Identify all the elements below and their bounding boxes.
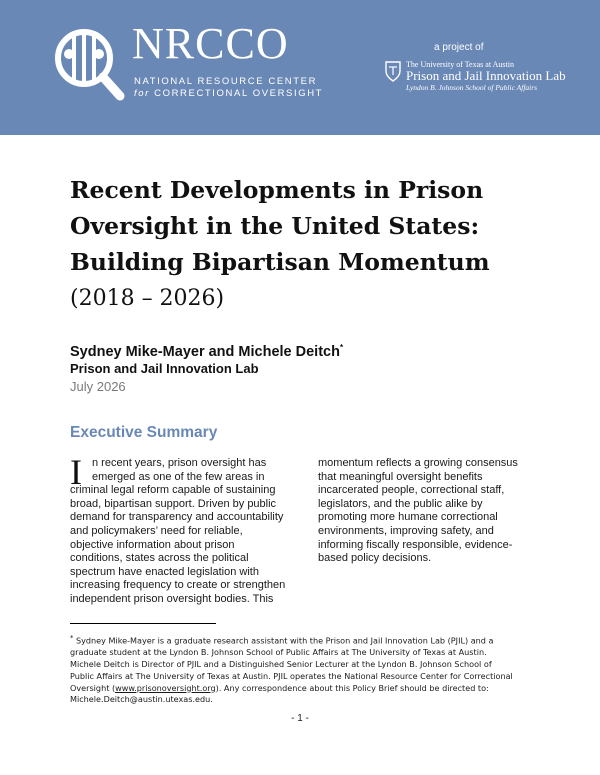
text-line: increasing frequency to create or strengthen <box>70 579 286 592</box>
author-footnote-mark: * <box>339 343 344 352</box>
text-line: spectrum have enacted legislation with <box>70 565 259 578</box>
text-line: legislators, and the public alike by <box>318 497 483 510</box>
drop-cap: I <box>70 452 82 492</box>
authors <box>70 343 343 360</box>
organization: Prison and Jail Innovation Lab <box>70 361 259 376</box>
footnote-line1: Sydney Mike-Mayer is a graduate research assistant with the Prison and Jail Innovation Lab (PJIL) and a <box>75 635 494 646</box>
website-link[interactable]: www.prisonoversight.org <box>115 682 216 693</box>
footnote <box>70 633 540 706</box>
org-name-for: for <box>134 88 150 99</box>
footnote-divider <box>70 623 216 624</box>
section-heading: Executive Summary <box>70 424 218 441</box>
footnote-line5-after: ). Any correspondence about this Policy Brief should be directed to: <box>215 682 489 693</box>
summary-column-right <box>318 457 540 566</box>
text-line: independent prison oversight bodies. This <box>70 592 274 605</box>
title-line: Building Bipartisan Momentum <box>70 248 490 276</box>
title-line: Recent Developments in Prison <box>70 176 484 204</box>
text-line: emerged as one of the few areas in <box>92 470 265 483</box>
text-line: momentum reflects a growing consensus <box>318 457 518 469</box>
footnote-line: Michele Deitch is Director of PJIL and a Distinguished Senior Lecturer at the Lyndon B. Johnson School of <box>70 659 492 670</box>
footnote-line <box>70 683 540 695</box>
text-line: demand for transparency and accountability <box>70 511 284 524</box>
footnote-line: Public Affairs at The University of Texas at Austin. PJIL operates the National Resource Center for Correctional <box>70 670 513 681</box>
title-line: Oversight in the United States: <box>70 212 480 240</box>
text-line: broad, bipartisan support. Driven by public <box>70 497 277 510</box>
ut-shield-icon <box>384 60 402 82</box>
text-line: informing fiscally responsible, evidence- <box>318 538 513 551</box>
footnote-line: graduate student at the Lyndon B. Johnson School of Public Affairs at The University of Texas at Austin. <box>70 647 487 658</box>
text-line: conditions, states across the political <box>70 552 249 565</box>
org-abbrev: NRCCO <box>132 19 289 68</box>
project-of-label: a project of <box>434 42 484 53</box>
text-line: and policymakers’ need for reliable, <box>70 524 243 537</box>
text-line: incarcerated people, correctional staff, <box>318 484 505 497</box>
org-name-line2 <box>134 88 323 99</box>
authors-names: Sydney Mike-Mayer and Michele Deitch <box>70 343 340 360</box>
footnote-mark: * <box>70 634 74 642</box>
document-title <box>70 172 550 280</box>
partner-lab-name: Prison and Jail Innovation Lab <box>406 68 566 83</box>
footnote-line5-before: Oversight ( <box>70 682 116 693</box>
text-line: that meaningful oversight benefits <box>318 470 483 483</box>
header-banner <box>0 0 600 135</box>
text-line: based policy decisions. <box>318 552 432 565</box>
publication-date: July 2026 <box>70 379 126 394</box>
org-name-line1: NATIONAL RESOURCE CENTER <box>134 76 318 87</box>
text-line: n recent years, prison oversight has <box>92 457 267 469</box>
document-years: (2018 – 2026) <box>70 286 225 311</box>
text-line: criminal legal reform capable of sustaining <box>70 484 276 497</box>
partner-university: The University of Texas at Austin <box>406 60 514 69</box>
footnote-email: Michele.Deitch@austin.utexas.edu. <box>70 694 213 705</box>
footnote-line <box>70 633 540 647</box>
text-line: promoting more humane correctional <box>318 511 498 524</box>
summary-column-left <box>70 457 292 607</box>
page-number: - 1 - <box>291 713 309 724</box>
partner-school: Lyndon B. Johnson School of Public Affairs <box>406 83 538 92</box>
org-name-line2-text: CORRECTIONAL OVERSIGHT <box>154 88 324 99</box>
magnifier-prison-bars-icon <box>48 22 128 102</box>
text-line: objective information about prison <box>70 538 235 551</box>
text-line: environments, improving safety, and <box>318 524 494 537</box>
